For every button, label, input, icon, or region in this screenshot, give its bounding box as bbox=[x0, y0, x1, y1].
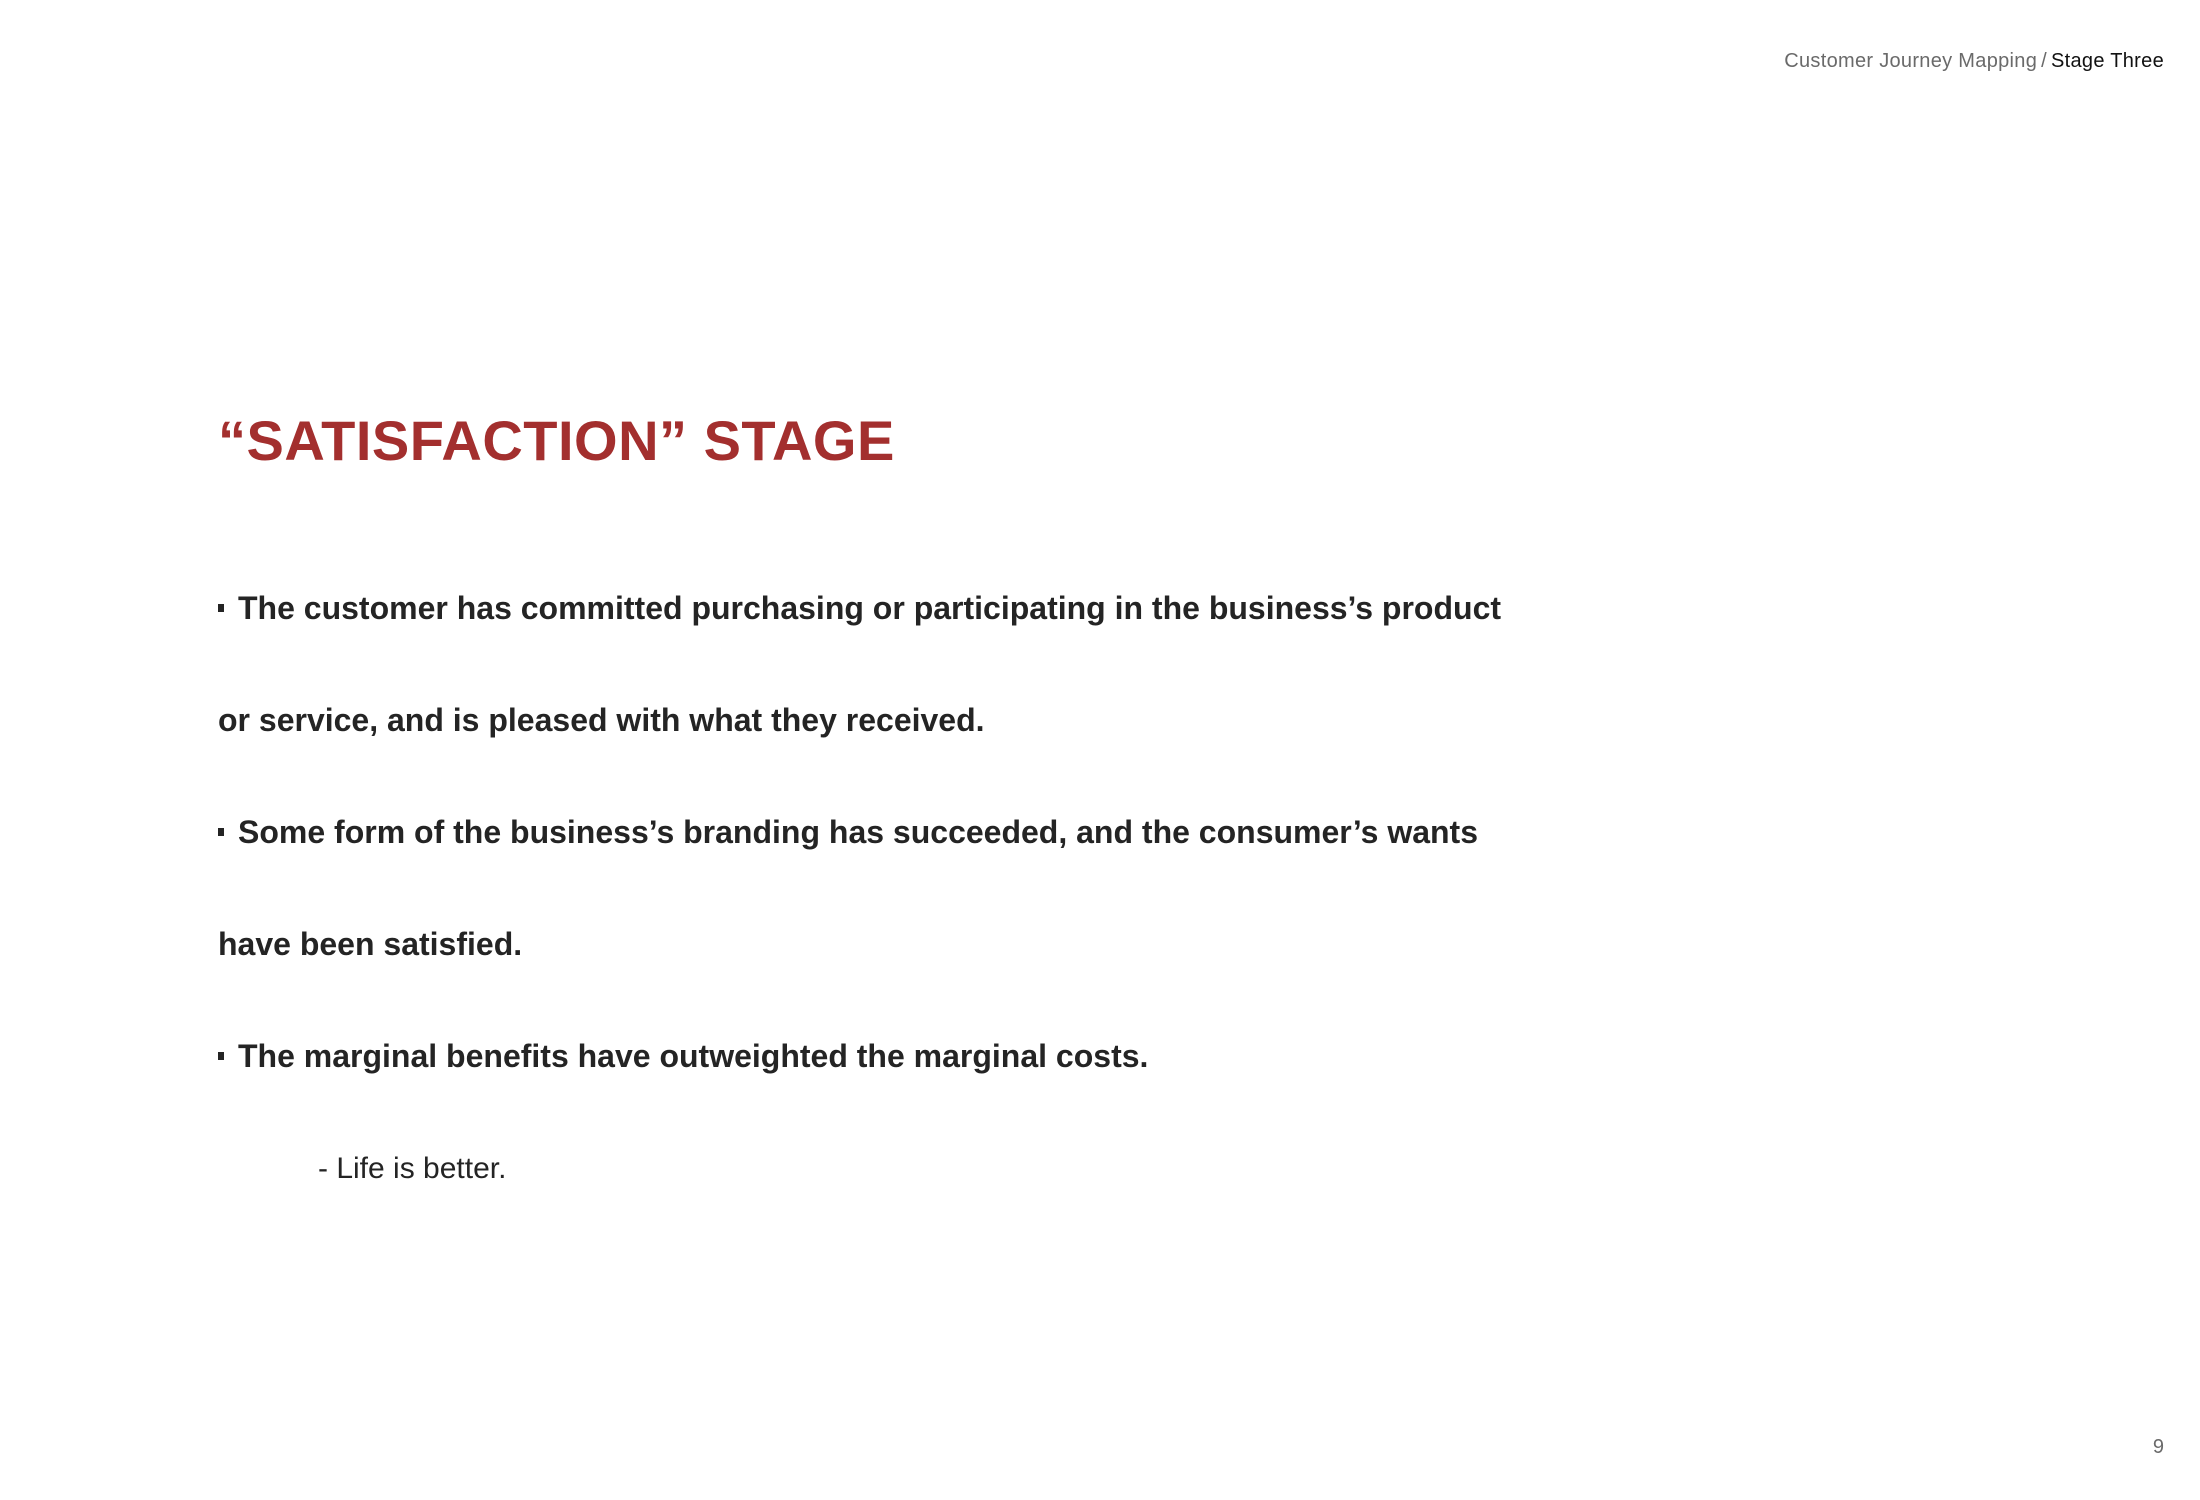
page-number: 9 bbox=[2152, 1436, 2164, 1458]
header-section-title: Customer Journey Mapping bbox=[1784, 50, 2038, 72]
bullet-2-text-line-1: Some form of the business’s branding has succeeded, and the consumer’s wants bbox=[238, 814, 1478, 850]
bullet-marker bbox=[218, 1052, 224, 1060]
bullet-item-1 bbox=[218, 590, 1501, 627]
bullet-item-2 bbox=[218, 814, 1478, 851]
bullet-item-3 bbox=[218, 1038, 1148, 1075]
header-current-stage: Stage Three bbox=[2050, 50, 2164, 72]
bullet-2-continuation: have been satisfied. bbox=[218, 926, 523, 962]
bullet-marker bbox=[218, 828, 224, 836]
page-title: “SATISFACTION” STAGE bbox=[218, 409, 895, 472]
bullet-marker bbox=[218, 604, 224, 612]
bullet-1-text-line-1: The customer has committed purchasing or participating in the business’s product bbox=[238, 590, 1502, 626]
header-separator: / bbox=[2041, 50, 2047, 72]
bullet-3-text: The marginal benefits have outweighted the marginal costs. bbox=[238, 1038, 1149, 1074]
sub-note: - Life is better. bbox=[318, 1152, 507, 1185]
bullet-1-continuation: or service, and is pleased with what they received. bbox=[218, 702, 985, 738]
running-header bbox=[1784, 50, 2164, 73]
